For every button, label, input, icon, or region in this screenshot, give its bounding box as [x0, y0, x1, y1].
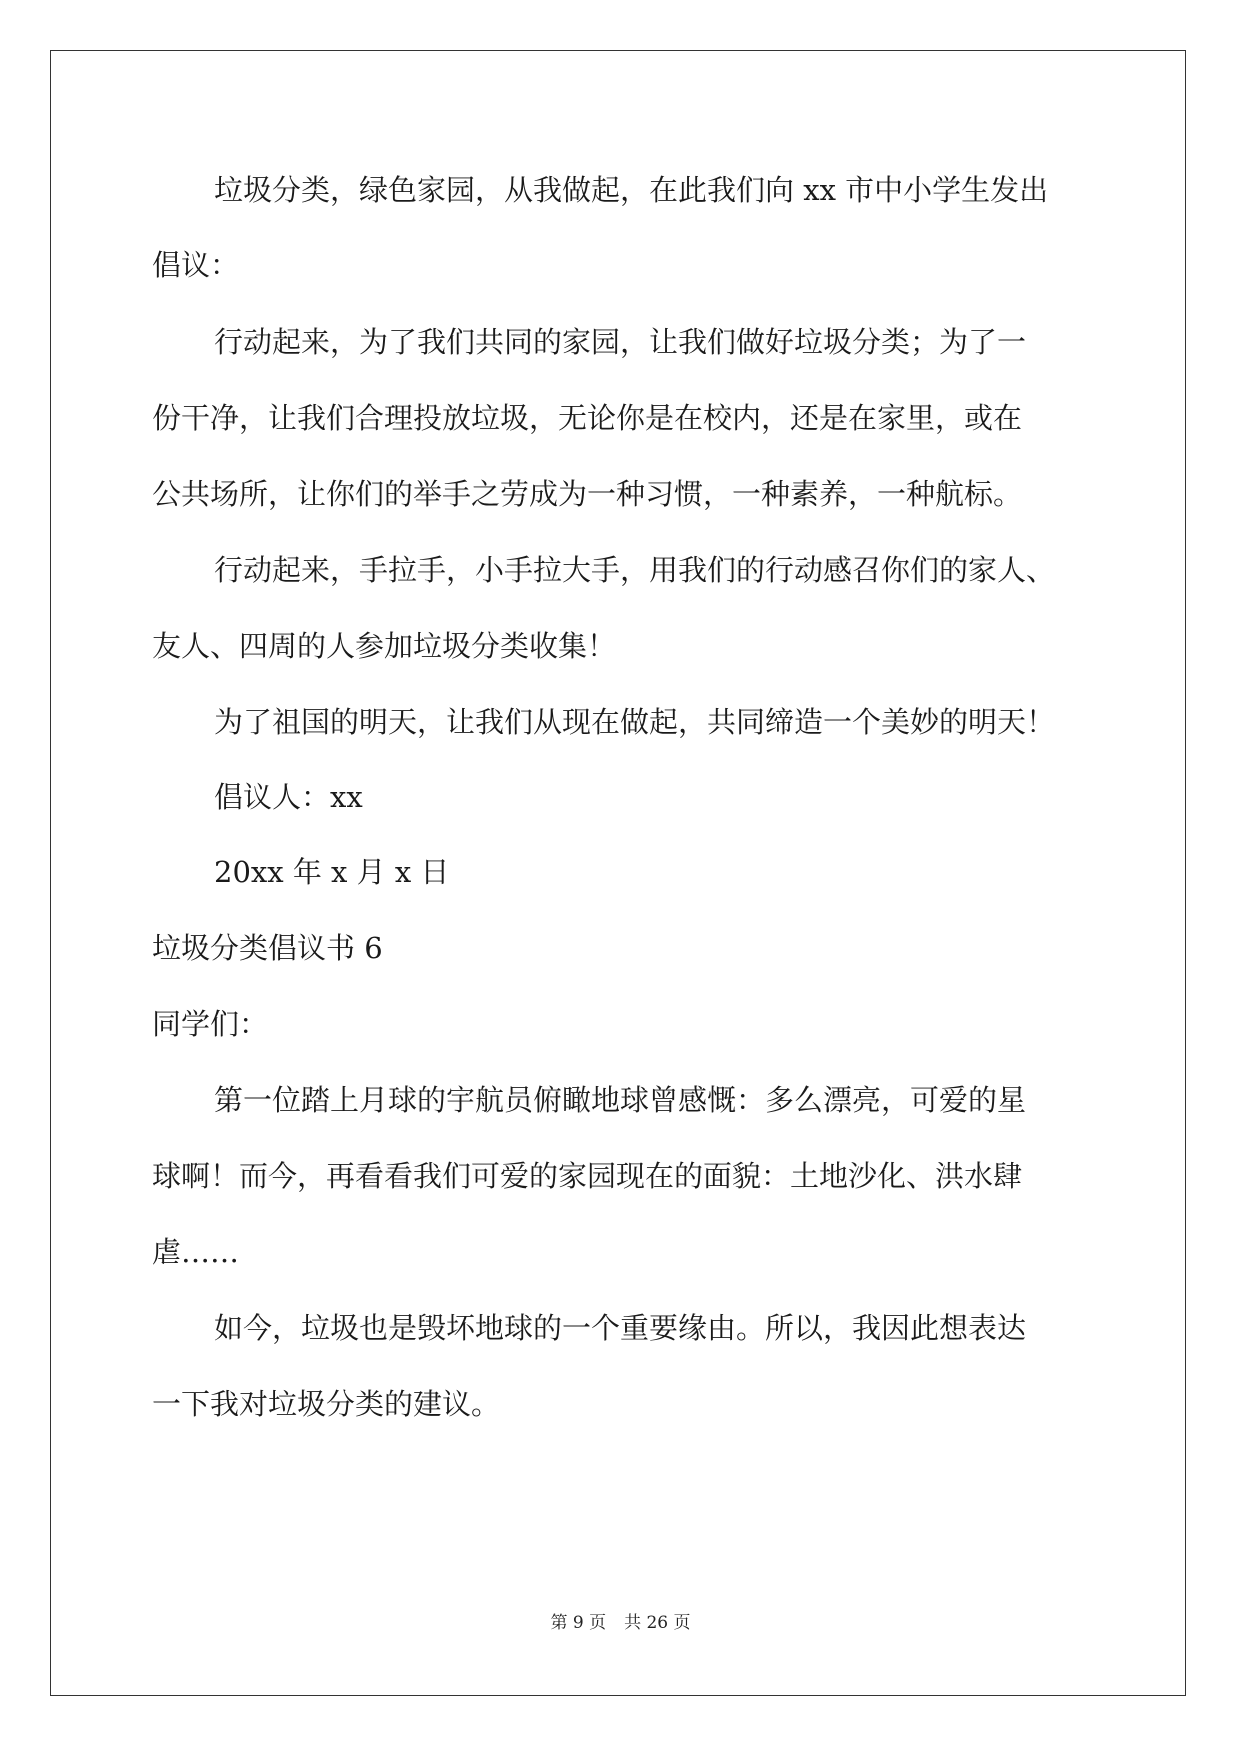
- section-title: 垃圾分类倡议书 6: [152, 931, 383, 965]
- paragraph-line: 垃圾分类，绿色家园，从我做起，在此我们向 xx 市中小学生发出: [214, 173, 1049, 207]
- paragraph-line: 友人、四周的人参加垃圾分类收集！: [152, 629, 617, 663]
- paragraph-line: 行动起来，为了我们共同的家园，让我们做好垃圾分类；为了一: [214, 325, 1027, 359]
- paragraph-line: 一下我对垃圾分类的建议。: [152, 1387, 501, 1421]
- paragraph-line: 公共场所，让你们的举手之劳成为一种习惯，一种素养，一种航标。: [152, 477, 1023, 511]
- signature-line: 倡议人：xx: [214, 780, 363, 814]
- page-footer: [0, 1608, 1241, 1633]
- paragraph-line: 虐……: [152, 1235, 240, 1269]
- salutation: 同学们：: [152, 1007, 269, 1041]
- paragraph-line: 球啊！而今，再看看我们可爱的家园现在的面貌：土地沙化、洪水肆: [152, 1159, 1023, 1193]
- paragraph-line: 份干净，让我们合理投放垃圾，无论你是在校内，还是在家里，或在: [152, 401, 1023, 435]
- paragraph-line: 行动起来，手拉手，小手拉大手，用我们的行动感召你们的家人、: [214, 553, 1056, 587]
- page-number: 第 9 页: [550, 1613, 607, 1633]
- total-pages: 共 26 页: [624, 1613, 691, 1633]
- paragraph-line: 如今，垃圾也是毁坏地球的一个重要缘由。所以，我因此想表达: [214, 1311, 1027, 1345]
- date-line: 20xx 年 x 月 x 日: [214, 855, 450, 889]
- paragraph-line: 第一位踏上月球的宇航员俯瞰地球曾感慨：多么漂亮，可爱的星: [214, 1083, 1027, 1117]
- paragraph-line: 倡议：: [152, 248, 240, 282]
- paragraph-line: 为了祖国的明天，让我们从现在做起，共同缔造一个美妙的明天！: [214, 705, 1056, 739]
